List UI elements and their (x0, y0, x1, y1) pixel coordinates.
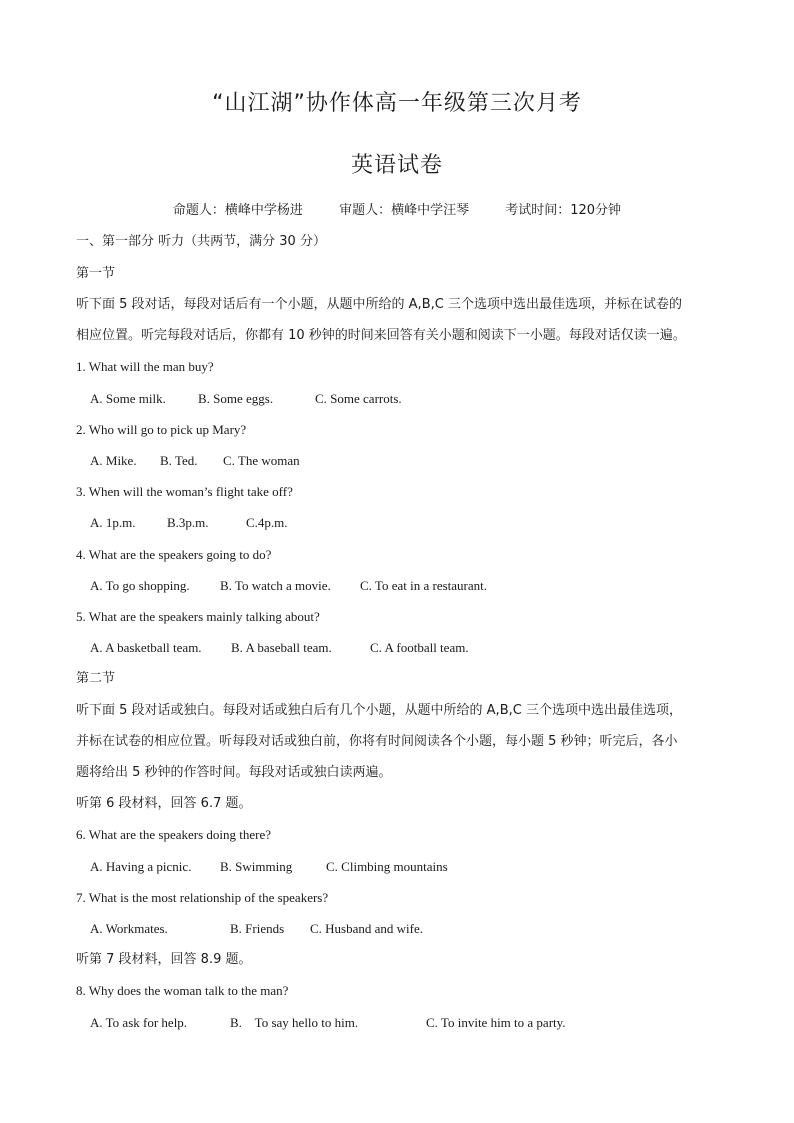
q5-option-a: A. A basketball team. (90, 640, 202, 655)
q8-option-a: A. To ask for help. (90, 1015, 188, 1030)
q4-option-a: A. To go shopping. (90, 578, 190, 593)
setter-info: 命题人：横峰中学杨进 (172, 203, 303, 218)
q5-option-b: B. A baseball team. (231, 640, 332, 655)
material-7-note: 听第 7 段材料，回答 8.9 题。 (76, 952, 252, 967)
section2-instruction-1: 听下面 5 段对话或独白。每段对话或独白后有几个小题，从题中所给的 A,B,C 三个选项中选出最佳选项， (76, 703, 682, 718)
q6-option-b: B. Swimming (220, 859, 293, 874)
q3-option-c: C.4p.m. (246, 515, 288, 530)
exam-authors (0, 199, 794, 218)
q3-option-b: B.3p.m. (167, 515, 209, 530)
q1-option-c: C. Some carrots. (315, 391, 402, 406)
section2-label: 第二节 (76, 671, 116, 686)
q3-option-a: A. 1p.m. (90, 515, 136, 530)
exam-title: “山江湖”协作体高一年级第三次月考 (212, 91, 582, 116)
section1-instruction-1: 听下面 5 段对话，每段对话后有一个小题，从题中所给的 A,B,C 三个选项中选出最佳选项，并标在试卷的 (76, 297, 682, 312)
material-6-note: 听第 6 段材料，回答 6.7 题。 (76, 796, 252, 811)
section1-instruction-2: 相应位置。听完每段对话后，你都有 10 秒钟的时间来回答有关小题和阅读下一小题。每段对话仅读一遍。 (76, 328, 686, 343)
question-8: 8. Why does the woman talk to the man? (76, 983, 289, 998)
reviewer-info: 审题人：横峰中学汪琴 (339, 203, 470, 218)
q7-option-c: C. Husband and wife. (310, 921, 424, 936)
section1-label: 第一节 (76, 266, 116, 281)
q1-option-b: B. Some eggs. (198, 391, 274, 406)
q2-option-c: C. The woman (223, 453, 300, 468)
q8-option-b: B. To say hello to him. (230, 1015, 359, 1030)
section2-instruction-3: 题将给出 5 秒钟的作答时间。每段对话或独白读两遍。 (76, 765, 392, 780)
q4-option-c: C. To eat in a restaurant. (360, 578, 488, 593)
section2-instruction-2: 并标在试卷的相应位置。听每段对话或独白前，你将有时间阅读各个小题，每小题 5 秒钟；听完后，各小 (76, 734, 678, 749)
question-3: 3. When will the woman’s flight take off? (76, 484, 293, 499)
question-1: 1. What will the man buy? (76, 359, 214, 374)
q2-option-a: A. Mike. (90, 453, 137, 468)
q4-option-b: B. To watch a movie. (220, 578, 331, 593)
q7-option-a: A. Workmates. (90, 921, 168, 936)
q8-option-c: C. To invite him to a party. (426, 1015, 566, 1030)
q6-option-c: C. Climbing mountains (326, 859, 448, 874)
question-7: 7. What is the most relationship of the speakers? (76, 890, 329, 905)
q2-option-b: B. Ted. (160, 453, 198, 468)
question-2: 2. Who will go to pick up Mary? (76, 422, 247, 437)
question-6: 6. What are the speakers doing there? (76, 827, 272, 842)
q6-option-a: A. Having a picnic. (90, 859, 192, 874)
part1-heading: 一、第一部分 听力（共两节，满分 30 分） (76, 234, 326, 249)
q7-option-b: B. Friends (230, 921, 285, 936)
q5-option-c: C. A football team. (370, 640, 469, 655)
question-5: 5. What are the speakers mainly talking about? (76, 609, 320, 624)
q1-option-a: A. Some milk. (90, 391, 166, 406)
question-4: 4. What are the speakers going to do? (76, 547, 272, 562)
exam-subtitle: 英语试卷 (350, 153, 443, 178)
exam-time: 考试时间：120分钟 (505, 203, 622, 218)
